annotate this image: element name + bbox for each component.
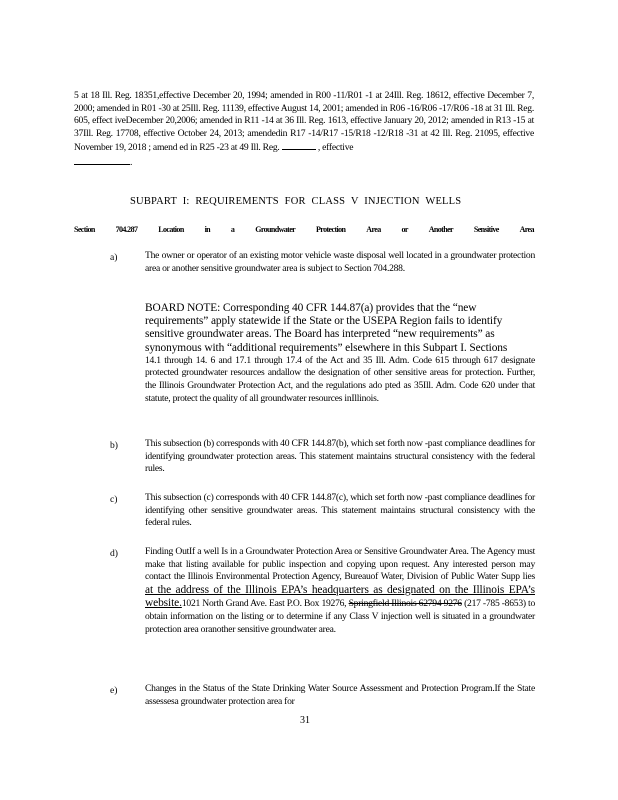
date-blank-2 — [74, 155, 130, 165]
history-line-4: amended in R11 -14 at 36 Ill. Reg. 1613, effective January 20, 2012; amended in R13 -15 at 37Ill. — [74, 115, 534, 139]
history-line-6-end: , effective — [317, 142, 354, 154]
section-heading-word: Location — [158, 225, 184, 234]
subsection-d-mid: 1021 North Grand Ave. East P.O. Box 19276, — [181, 598, 347, 610]
board-note-part-1: BOARD NOTE: Corresponding 40 CFR 144.87(a) provides that the “new requirements” apply statewide if the State or the USEPA Region fails to identify sensitive groundwater areas. The Board has interpreted “new requirements” as synonymous with “additional requirements” elsewhere in this Subpart I. Sections — [145, 302, 508, 354]
subsection-b-label: b) — [110, 440, 118, 451]
section-heading-word: Protection — [316, 225, 346, 234]
history-line-3: 14, 2001; amended in R06 -16/R06 -17/R06 -18 at 31 Ill. Reg. 605, effect iveDecember 20,2006; — [74, 102, 534, 127]
subsection-d-label: d) — [110, 548, 118, 559]
subsection-d-struck: Springfield Illinois 62794 9276 — [348, 598, 462, 610]
section-heading-word: a — [230, 225, 235, 234]
section-heading-word: Sensitive — [473, 225, 499, 234]
history-line-5: Reg. 17708, effective October 24, 2013; amendedin R17 -14/R17 -15/R18 -12/R18 -31 at 42 Ill. — [95, 127, 453, 139]
subsection-c-text: This subsection (c) corresponds with 40 CFR 144.87(c), which set forth now -past compliance deadlines for identifying other sensitive groundwater areas. This statement maintains structural consistency with the federal rules. — [145, 492, 535, 529]
board-note-part-2: 14.1 through 14. 6 and 17.1 through 17.4 of the Act and 35 Ill. Adm. Code 615 through 617 designate protected groundwater resources andallow the designation of other sensitive areas for protection. Further, the Illinois Groundwater Protection Act, and the regulations ado pted as 35Ill. Adm. Code 620 under that statute, protect the quality of all groundwater resources inIllinois. — [145, 354, 535, 404]
subsection-d-text — [145, 546, 535, 636]
subsection-b-text: This subsection (b) corresponds with 40 CFR 144.87(b), which set forth now -past compliance deadlines for identifying groundwater protection areas. This statement maintains structural consistency with the federal rules. — [145, 438, 535, 475]
section-heading-word: 704.287 — [115, 225, 138, 234]
section-heading-word: Area — [519, 225, 534, 234]
section-heading-word: Section — [74, 225, 95, 234]
subsection-e-label: e) — [110, 685, 118, 696]
section-heading-word: in — [204, 225, 211, 234]
subpart-title: SUBPART I: REQUIREMENTS FOR CLASS V INJECTION WELLS — [130, 196, 462, 207]
board-note — [145, 302, 535, 405]
page-number: 31 — [300, 715, 310, 726]
subsection-a-text: The owner or operator of an existing motor vehicle waste disposal well located in a groundwater protection area or another sensitive groundwater area is subject to Section 704.288. — [145, 250, 535, 274]
section-heading-word: or — [401, 225, 408, 234]
section-heading-word: Groundwater — [255, 225, 296, 234]
section-heading-word: Another — [428, 225, 453, 234]
history-line-1: 5 at 18 Ill. Reg. 18351,effective December 20, 1994; amended in R00 -11/R01 -1 at 24Ill. Reg. — [74, 90, 424, 101]
subsection-e-text: Changes in the Status of the State Drinking Water Source Assessment and Protection Program.If the State assessesa groundwater protection area for — [145, 683, 535, 707]
history-line-6: Reg. 21095, effective November 19, 2018 ; amend ed in R25 -23 at 49 Ill. Reg. — [74, 127, 534, 154]
history-line-7-end: . — [130, 156, 133, 168]
history-line-2: 18612, effective December 7, 2000; amended in R01 -30 at 25Ill. Reg. 11139, effective August — [74, 90, 534, 114]
section-heading — [74, 225, 534, 234]
section-heading-word: Area — [366, 225, 381, 234]
history-note — [74, 90, 534, 170]
subsection-c-label: c) — [110, 494, 118, 505]
subsection-d-end: (217 -785 -8653) to obtain information on the listing or to determine if any Class V injection well is situated in a groundwater protection area oranother sensitive groundwater area. — [145, 598, 536, 635]
subsection-d-underlined: at the address of the Illinois EPA’s headquarters as designated on the Illinois EPA’s website. — [145, 583, 535, 610]
subsection-a-label: a) — [110, 252, 118, 263]
date-blank-1 — [282, 140, 316, 150]
subsection-d-start: Finding OutIf a well Is in a Groundwater Protection Area or Sensitive Groundwater Area. The Agency must make that listing available for public inspection and copying upon request. Any interested person may contact the Illinois Environmental Protection Agency, Bureauof Water, Division of Public Water Supp lies — [145, 546, 535, 583]
